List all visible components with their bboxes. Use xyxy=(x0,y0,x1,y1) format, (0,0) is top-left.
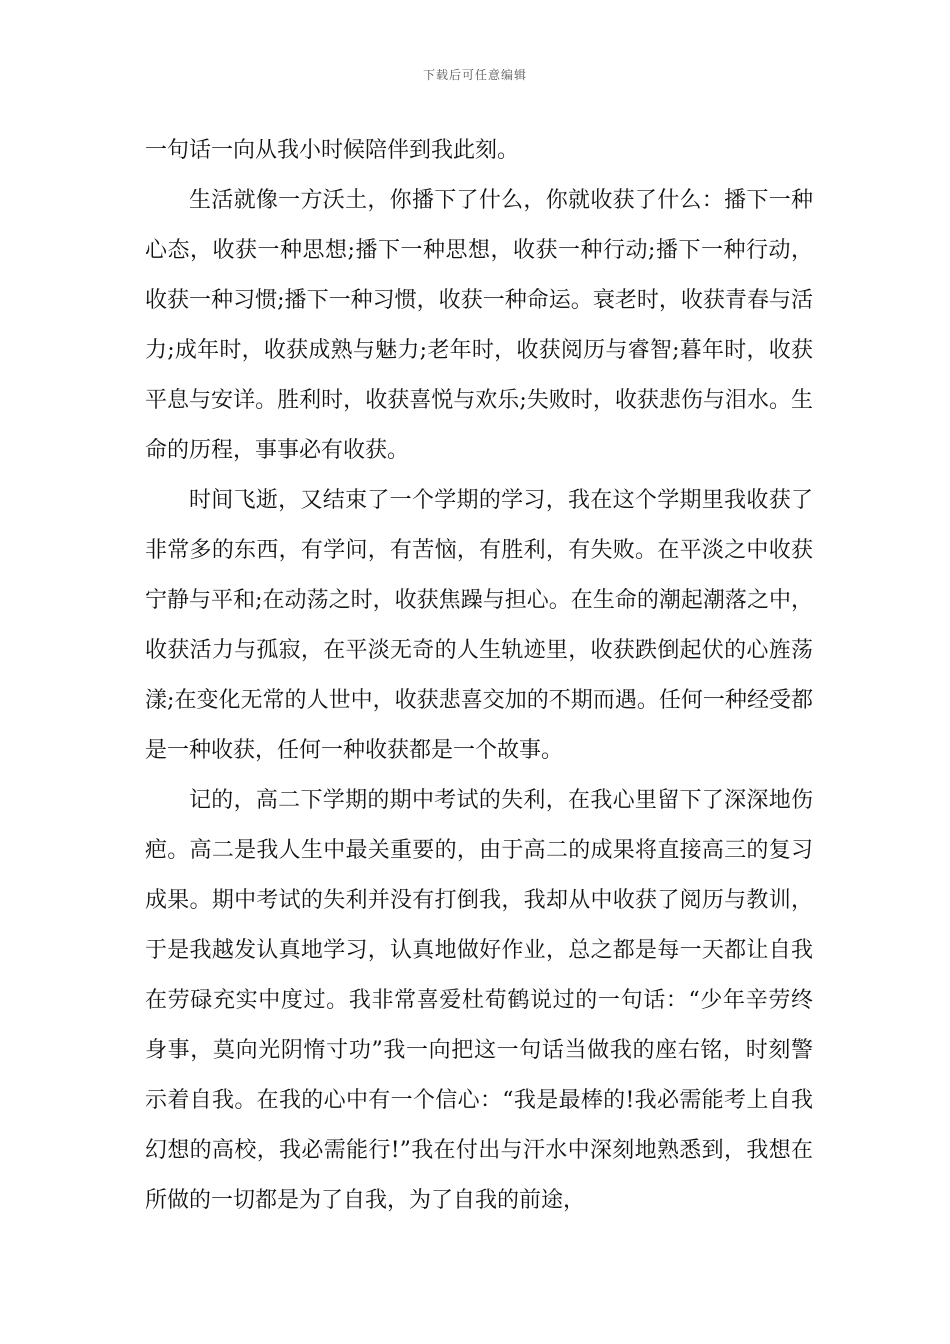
paragraph-1: 一句话一向从我小时候陪伴到我此刻。 xyxy=(145,138,520,163)
document-body xyxy=(145,126,813,1226)
paragraph-4: 记的，高二下学期的期中考试的失利，在我心里留下了深深地伤疤。高二是我人生中最关重要的，由于高二的成果将直接高三的复习成果。期中考试的失利并没有打倒我，我却从中收获了阅历与教训，于是我越发认真地学习，认真地做好作业，总之都是每一天都让自我在劳碌充实中度过。我非常喜爱杜荀鹤说过的一句话：“少年辛劳终身事，莫向光阴惰寸功”我一向把这一句话当做我的座右铭，时刻警示着自我。在我的心中有一个信心：“我是最棒的!我必需能考上自我幻想的高校，我必需能行!”我在付出与汗水中深刻地熟悉到，我想在所做的一切都是为了自我，为了自我的前途， xyxy=(145,788,813,1213)
paragraph-3: 时间飞逝，又结束了一个学期的学习，我在这个学期里我收获了非常多的东西，有学问，有苦恼，有胜利，有失败。在平淡之中收获宁静与平和;在动荡之时，收获焦躁与担心。在生命的潮起潮落之中，收获活力与孤寂，在平淡无奇的人生轨迹里，收获跌倒起伏的心旌荡漾;在变化无常的人世中，收获悲喜交加的不期而遇。任何一种经受都是一种收获，任何一种收获都是一个故事。 xyxy=(145,488,813,763)
paragraph-2: 生活就像一方沃土，你播下了什么，你就收获了什么：播下一种心态，收获一种思想;播下一种思想，收获一种行动;播下一种行动，收获一种习惯;播下一种习惯，收获一种命运。衰老时，收获青春与活力;成年时，收获成熟与魅力;老年时，收获阅历与睿智;暮年时，收获平息与安详。胜利时，收获喜悦与欢乐;失败时，收获悲伤与泪水。生命的历程，事事必有收获。 xyxy=(145,188,813,463)
page-header: 下载后可任意编辑 xyxy=(422,68,527,82)
